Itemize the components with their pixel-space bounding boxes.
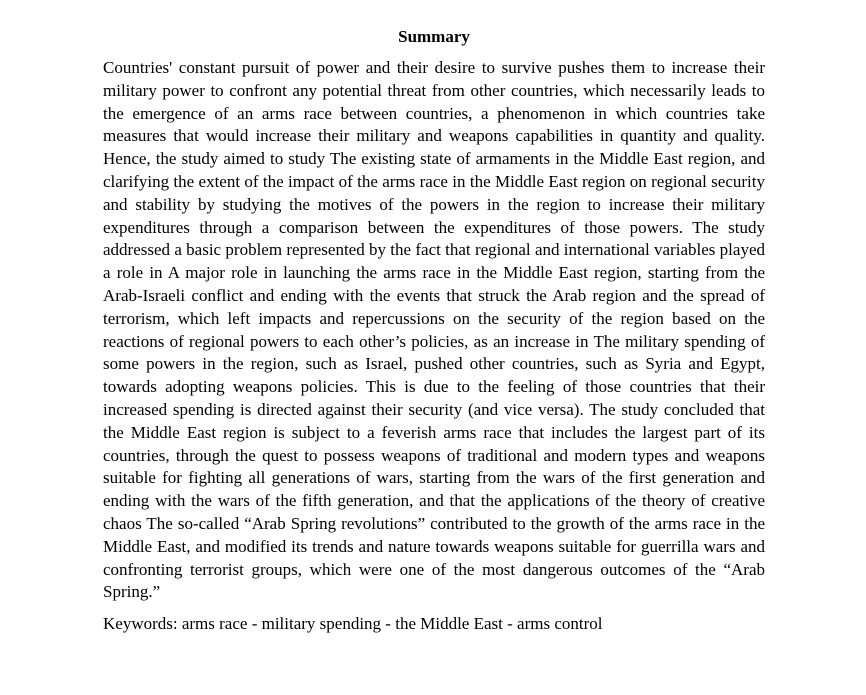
abstract-paragraph: Countries' constant pursuit of power and their desire to survive pushes them to increase their military power to confront any potential threat from other countries, which necessarily leads to the emergence of an arms race between countries, a phenomenon in which countries take measures that would increase their military and weapons capabilities in quantity and quality. Hence, the study aimed to study The existing state of armaments in the Middle East region, and clarifying the extent of the impact of the arms race in the Middle East region on regional security and stability by studying the motives of the powers in the region to increase their military expenditures through a comparison between the expenditures of those powers. The study addressed a basic problem represented by the fact that regional and international variables played a role in A major role in launching the arms race in the Middle East region, starting from the Arab-Israeli conflict and ending with the events that struck the Arab region and the spread of terrorism, which left impacts and repercussions on the security of the region based on the reactions of regional powers to each other’s policies, as an increase in The military spending of some powers in the region, such as Israel, pushed other countries, such as Syria and Egypt, towards adopting weapons policies. This is due to the feeling of those countries that their increased spending is directed against their security (and vice versa). The study concluded that the Middle East region is subject to a feverish arms race that includes the largest part of its countries, through the quest to possess weapons of traditional and modern types and weapons suitable for fighting all generations of wars, starting from the wars of the first generation and ending with the wars of the fifth generation, and that the applications of the theory of creative chaos The so-called “Arab Spring revolutions” contributed to the growth of the arms race in the Middle East, and modified its trends and nature towards weapons suitable for guerrilla wars and confronting terrorist groups, which were one of the most dangerous outcomes of the “Arab Spring.” (103, 58, 765, 602)
summary-title: Summary (398, 27, 470, 46)
document-page (103, 26, 765, 635)
keywords-line: Keywords: arms race - military spending - the Middle East - arms control (103, 614, 603, 634)
